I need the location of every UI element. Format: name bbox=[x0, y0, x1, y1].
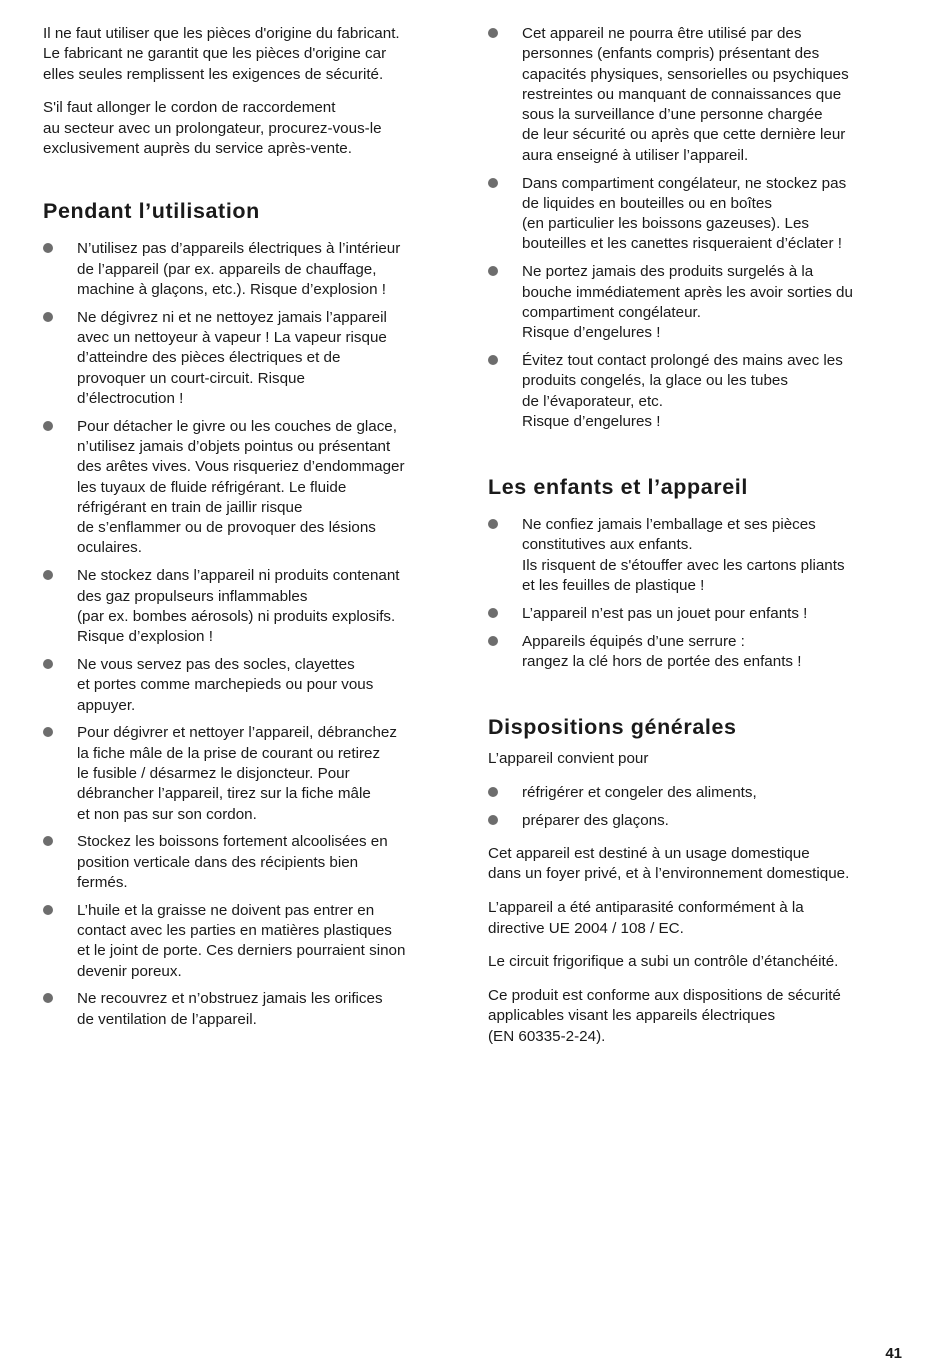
list-item bbox=[488, 515, 908, 596]
paragraph-antiparasite: L’appareil a été antiparasité conformément à la directive UE 2004 / 108 / EC. bbox=[488, 899, 804, 937]
list-item bbox=[43, 239, 463, 300]
bullet-icon bbox=[488, 178, 498, 188]
list-item-text: Ne vous servez pas des socles, clayettes et portes comme marchepieds ou pour vous appuyer. bbox=[77, 655, 374, 714]
bullet-icon bbox=[43, 727, 53, 737]
list-item bbox=[43, 417, 463, 559]
left-column bbox=[43, 24, 463, 1037]
list-item-text: N’utilisez pas d’appareils électriques à l’intérieur de l’appareil (par ex. appareils de chauffage, machine à glaçons, etc.). Risque d’explosion ! bbox=[77, 240, 401, 298]
bullet-icon bbox=[43, 836, 53, 846]
intro-paragraph-1: Il ne faut utiliser que les pièces d'origine du fabricant. Le fabricant ne garantit que les pièces d'origine car elles seules remplissent les exigences de sécurité. bbox=[43, 25, 400, 83]
list-item bbox=[43, 723, 463, 824]
list-item-text: Ne stockez dans l’appareil ni produits contenant des gaz propulseurs inflammables (par ex. bombes aérosols) ni produits explosifs. Risque d’explosion ! bbox=[77, 567, 400, 646]
list-item bbox=[43, 308, 463, 409]
heading-pendant-utilisation: Pendant l’utilisation bbox=[43, 199, 260, 224]
bullet-icon bbox=[488, 519, 498, 529]
list-item-text: Ne confiez jamais l’emballage et ses pièces constitutives aux enfants. Ils risquent de s'étouffer avec les cartons pliants et les feuilles de plastique ! bbox=[522, 516, 845, 595]
bullet-icon bbox=[43, 312, 53, 322]
bullet-icon bbox=[43, 421, 53, 431]
list-item-text: réfrigérer et congeler des aliments, bbox=[522, 784, 757, 802]
list-item-text: Appareils équipés d’une serrure : rangez la clé hors de portée des enfants ! bbox=[522, 632, 802, 670]
list-item bbox=[488, 174, 908, 255]
page-number: 41 bbox=[885, 1344, 902, 1362]
list-item-text: Dans compartiment congélateur, ne stockez pas de liquides en bouteilles ou en boîtes (en particulier les boissons gazeuses). Les bouteilles et les canettes risqueraient d’éclater ! bbox=[522, 174, 847, 253]
dispositions-intro: L’appareil convient pour bbox=[488, 750, 649, 768]
list-item bbox=[43, 832, 463, 893]
intro-paragraph-2: S'il faut allonger le cordon de raccordement au secteur avec un prolongateur, procurez-vous-le exclusivement auprès du service après-vente. bbox=[43, 99, 382, 157]
list-item bbox=[43, 655, 463, 716]
list-item bbox=[43, 566, 463, 647]
paragraph-conformite: Ce produit est conforme aux dispositions de sécurité applicables visant les appareils électriques (EN 60335-2-24). bbox=[488, 987, 841, 1045]
list-item bbox=[488, 811, 908, 831]
list-item bbox=[488, 783, 908, 803]
bullet-icon bbox=[43, 570, 53, 580]
list-item-text: L’appareil n’est pas un jouet pour enfants ! bbox=[522, 604, 808, 622]
list-item-text: Ne portez jamais des produits surgelés à la bouche immédiatement après les avoir sorties du compartiment congélateur. Risque d’engelures ! bbox=[522, 263, 853, 342]
list-item bbox=[43, 901, 463, 982]
safety-list bbox=[488, 24, 908, 432]
list-item-text: L’huile et la graisse ne doivent pas entrer en contact avec les parties en matières plastiques et le joint de porte. Ces derniers pourraient sinon devenir poreux. bbox=[77, 901, 406, 980]
paragraph-usage-domestique: Cet appareil est destiné à un usage domestique dans un foyer privé, et à l’environnement domestique. bbox=[488, 845, 850, 883]
bullet-icon bbox=[488, 28, 498, 38]
list-item bbox=[488, 24, 908, 166]
dispositions-list bbox=[488, 783, 908, 831]
paragraph-etancheite: Le circuit frigorifique a subi un contrôle d’étanchéité. bbox=[488, 953, 839, 971]
list-item-text: Évitez tout contact prolongé des mains avec les produits congelés, la glace ou les tubes de l’évaporateur, etc. Risque d’engelures ! bbox=[522, 351, 843, 430]
utilisation-list bbox=[43, 239, 463, 1030]
list-item-text: Ne dégivrez ni et ne nettoyez jamais l’appareil avec un nettoyeur à vapeur ! La vapeur risque d’atteindre des pièces électriques et de provoquer un court-circuit. Risque d’électrocution ! bbox=[77, 308, 387, 407]
bullet-icon bbox=[488, 608, 498, 618]
list-item bbox=[488, 262, 908, 343]
right-column bbox=[488, 24, 908, 1060]
bullet-icon bbox=[488, 355, 498, 365]
bullet-icon bbox=[43, 243, 53, 253]
heading-enfants: Les enfants et l’appareil bbox=[488, 475, 748, 500]
heading-dispositions: Dispositions générales bbox=[488, 715, 737, 740]
bullet-icon bbox=[43, 993, 53, 1003]
list-item-text: Pour dégivrer et nettoyer l’appareil, débranchez la fiche mâle de la prise de courant ou retirez le fusible / désarmez le disjoncteur. Pour débrancher l’appareil, tirez sur la fiche mâle et non pas sur son cordon. bbox=[77, 724, 397, 823]
list-item bbox=[488, 351, 908, 432]
list-item-text: préparer des glaçons. bbox=[522, 811, 669, 829]
list-item-text: Stockez les boissons fortement alcoolisées en position verticale dans des récipients bien fermés. bbox=[77, 833, 388, 891]
list-item bbox=[488, 632, 908, 673]
list-item-text: Cet appareil ne pourra être utilisé par des personnes (enfants compris) présentant des capacités physiques, sensorielles ou psychiques restreintes ou manquant de connaissances que sous la surveillance d’une personne chargée de leur sécurité ou après que cette dernière leur aura enseigné à utiliser l’appareil. bbox=[522, 25, 849, 164]
bullet-icon bbox=[488, 266, 498, 276]
bullet-icon bbox=[488, 815, 498, 825]
list-item-text: Ne recouvrez et n’obstruez jamais les orifices de ventilation de l’appareil. bbox=[77, 990, 383, 1028]
list-item bbox=[43, 989, 463, 1030]
list-item-text: Pour détacher le givre ou les couches de glace, n’utilisez jamais d’objets pointus ou présentant des arêtes vives. Vous risqueriez d’endommager les tuyaux de fluide réfrigérant. Le fluide réfrigérant en train de jaillir risque de s’enflammer ou de provoquer des lésions oculaires. bbox=[77, 417, 405, 557]
bullet-icon bbox=[488, 787, 498, 797]
bullet-icon bbox=[43, 905, 53, 915]
bullet-icon bbox=[488, 636, 498, 646]
enfants-list bbox=[488, 515, 908, 672]
bullet-icon bbox=[43, 659, 53, 669]
list-item bbox=[488, 604, 908, 624]
